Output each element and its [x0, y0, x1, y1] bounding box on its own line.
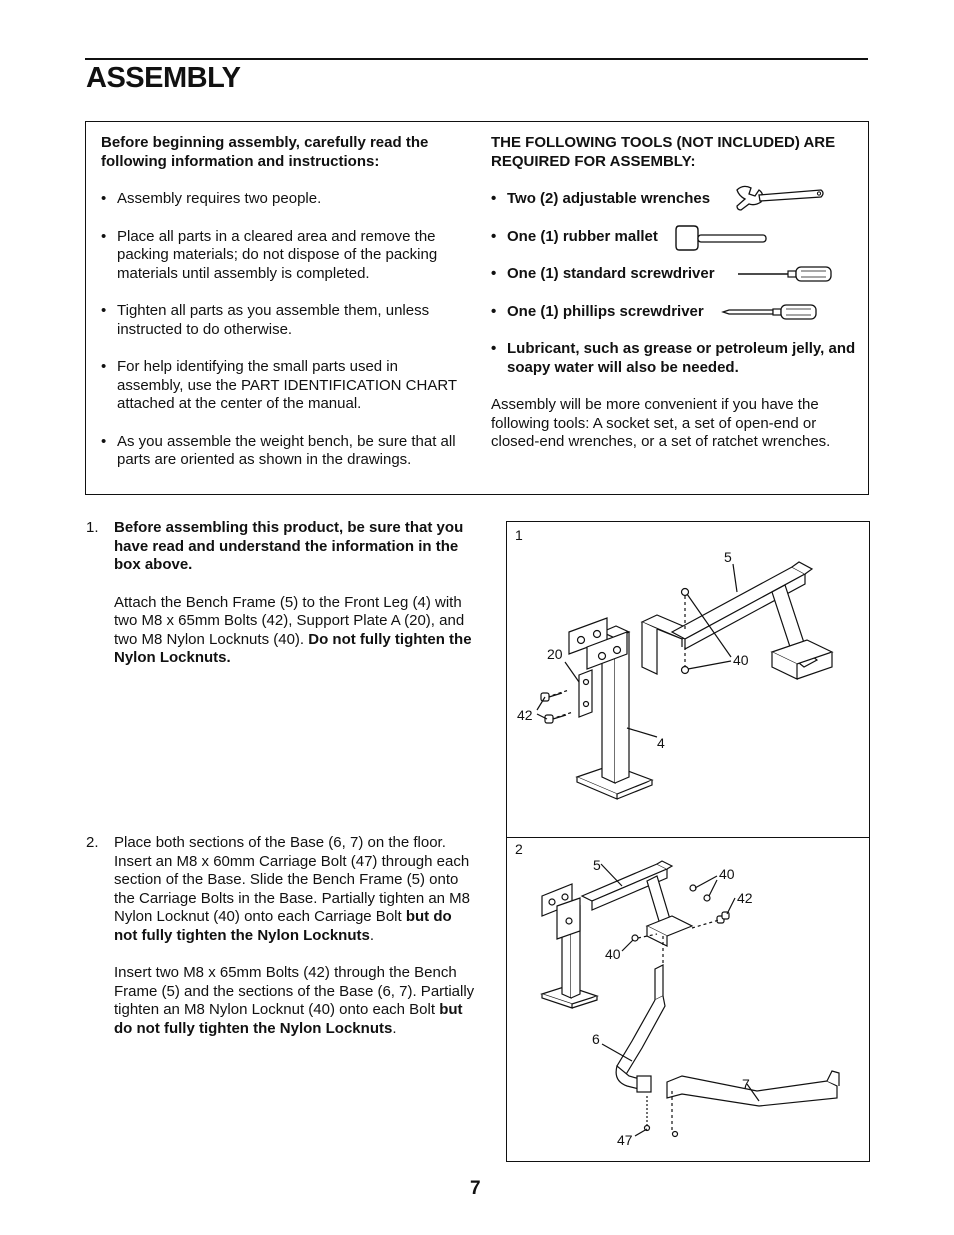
- step-body: [114, 834, 476, 1038]
- step-paragraph: Place both sections of the Base (6, 7) on the floor. Insert an M8 x 60mm Carriage Bolt (47) through each section of the Base. Slide the Bench Frame (5) onto the Carriage Bolts in the Base. Partially tighten an M8 Nylon Locknut (40) onto each Carriage Bolt but do not fully tighten the Nylon Locknuts.: [114, 834, 471, 944]
- adjustable-wrench-icon: [735, 184, 827, 214]
- step-1: [86, 519, 478, 679]
- part-label: 6: [592, 1031, 600, 1047]
- part-label: 42: [737, 890, 753, 906]
- page-number: 7: [470, 1178, 481, 1199]
- phillips-screwdriver-icon: [721, 303, 819, 321]
- instructions-box: [85, 121, 869, 495]
- part-label: 47: [617, 1132, 633, 1148]
- tool-item-wrench: • Two (2) adjustable wrenches: [491, 190, 856, 209]
- step-body: [114, 519, 476, 668]
- step-paragraph: Insert two M8 x 65mm Bolts (42) through the Bench Frame (5) and the sections of the Base (6, 7). Partially tighten an M8 Nylon Locknut (40) onto each Bolt but do not fully tighten the Nylon Locknuts.: [114, 964, 475, 1037]
- bullet: •: [101, 227, 107, 245]
- figure-number: 2: [515, 841, 523, 857]
- lubricant-note: • Lubricant, such as grease or petroleum jelly, and soapy water will also be needed.: [491, 340, 856, 376]
- page-title: ASSEMBLY: [86, 62, 241, 94]
- rubber-mallet-icon: [674, 222, 770, 254]
- bullet: •: [101, 302, 107, 319]
- part-label: 5: [593, 857, 601, 873]
- figure-2: [506, 836, 870, 1162]
- before-assembly-heading: Before beginning assembly, carefully read the following information and instructions:: [101, 134, 429, 170]
- figure-1-drawing: [507, 522, 869, 837]
- list-item: • For help identifying the small parts used in assembly, use the PART IDENTIFICATION CHART attached at the center of the manual.: [101, 358, 457, 412]
- tool-item-phillips-screwdriver: • One (1) phillips screwdriver: [491, 303, 856, 322]
- part-label: 4: [657, 735, 665, 751]
- figure-2-drawing: [507, 836, 869, 1161]
- top-rule: [85, 58, 868, 60]
- part-label: 40: [719, 866, 735, 882]
- part-label: 40: [733, 652, 749, 668]
- part-label: 42: [517, 707, 533, 723]
- standard-screwdriver-icon: [736, 265, 834, 283]
- bullet: •: [491, 190, 497, 207]
- bullet: •: [491, 340, 497, 357]
- step-2: [86, 834, 478, 1084]
- bullet: •: [101, 190, 107, 207]
- tool-item-mallet: • One (1) rubber mallet: [491, 228, 856, 247]
- figure-1: [506, 521, 870, 838]
- part-label: 5: [724, 549, 732, 565]
- tools-heading: THE FOLLOWING TOOLS (NOT INCLUDED) ARE REQUIRED FOR ASSEMBLY:: [491, 134, 836, 170]
- list-item: • As you assemble the weight bench, be sure that all parts are oriented as shown in the drawings.: [101, 432, 456, 468]
- part-label: 20: [547, 646, 563, 662]
- step-number: 1.: [86, 519, 99, 536]
- bullet: •: [101, 358, 107, 375]
- step-text: Attach the Bench Frame (5) to the Front Leg (4) with two M8 x 65mm Bolts (42), Support Plate A (20), and two M8 Nylon Locknuts (40). Do not fully tighten the Nylon Locknuts.: [114, 593, 472, 666]
- bullet: •: [491, 227, 497, 245]
- bullet: •: [491, 302, 497, 320]
- step-intro: Before assembling this product, be sure that you have read and understand the information in the box above.: [114, 519, 464, 573]
- bullet: •: [101, 432, 107, 450]
- figure-number: 1: [515, 527, 523, 543]
- list-item: • Place all parts in a cleared area and remove the packing materials; do not dispose of the packing materials until assembly is completed.: [101, 227, 438, 282]
- list-item: • Assembly requires two people.: [101, 190, 322, 207]
- list-item: • Tighten all parts as you assemble them, unless instructed to do otherwise.: [101, 302, 430, 338]
- step-number: 2.: [86, 834, 99, 851]
- tools-column: [491, 134, 856, 471]
- part-label: 7: [742, 1076, 750, 1092]
- before-assembly-column: [101, 134, 461, 489]
- bullet: •: [491, 265, 497, 282]
- tool-item-standard-screwdriver: • One (1) standard screwdriver: [491, 265, 856, 284]
- convenience-note: Assembly will be more convenient if you have the following tools: A socket set, a set of open-end or closed-end wrenches, or a set of ratchet wrenches.: [491, 396, 831, 450]
- part-label: 40: [605, 946, 621, 962]
